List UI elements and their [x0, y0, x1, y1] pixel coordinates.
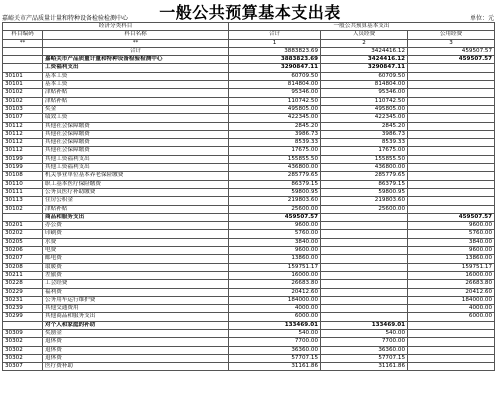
cell-personnel: 25600.00 — [321, 205, 408, 213]
cell-code: 30103 — [3, 105, 43, 113]
cell-personnel: 3986.73 — [321, 130, 408, 138]
cell-public: 6000.00 — [408, 313, 495, 321]
cell-name: 其他工资福利支出 — [43, 155, 229, 163]
table-row — [3, 197, 495, 205]
cell-total: 3290847.11 — [229, 64, 321, 72]
cell-code: 30112 — [3, 147, 43, 155]
cell-total: 13860.00 — [229, 255, 321, 263]
cell-public — [408, 354, 495, 362]
cell-total: 422345.00 — [229, 114, 321, 122]
cell-code: 30228 — [3, 280, 43, 288]
cell-public — [408, 64, 495, 72]
cell-name: 退休费 — [43, 354, 229, 362]
cell-total: 25600.00 — [229, 205, 321, 213]
table-row — [3, 354, 495, 362]
table-row — [3, 130, 495, 138]
cell-personnel: 3424416.12 — [321, 47, 408, 55]
cell-code — [3, 56, 43, 64]
cell-personnel: 8539.33 — [321, 139, 408, 147]
table-row — [3, 255, 495, 263]
table-row — [3, 230, 495, 238]
cell-name: 退休费 — [43, 346, 229, 354]
cell-total: 9600.00 — [229, 247, 321, 255]
cell-public — [408, 338, 495, 346]
cell-public — [408, 97, 495, 105]
table-row — [3, 280, 495, 288]
cell-total: 16000.00 — [229, 271, 321, 279]
cell-name: 嘉峪关市产品质量计量和特种设备检验检测中心 — [43, 56, 229, 64]
table-row — [3, 155, 495, 163]
cell-public: 459507.57 — [408, 56, 495, 64]
cell-total: 86379.15 — [229, 180, 321, 188]
cell-personnel: 17675.00 — [321, 147, 408, 155]
cell-code: 30108 — [3, 172, 43, 180]
cell-public — [408, 329, 495, 337]
cell-public — [408, 147, 495, 155]
cell-public: 26683.80 — [408, 280, 495, 288]
header-col-3: 3 — [408, 39, 495, 47]
cell-name: 奖金 — [43, 105, 229, 113]
cell-name: 住房公积金 — [43, 197, 229, 205]
cell-total: 57707.15 — [229, 354, 321, 362]
cell-code: 30201 — [3, 222, 43, 230]
cell-personnel: 110742.50 — [321, 97, 408, 105]
cell-name: 其他社会保障缴费 — [43, 139, 229, 147]
cell-name: 津贴补贴 — [43, 97, 229, 105]
cell-name: 基本工资 — [43, 72, 229, 80]
cell-code: 30110 — [3, 180, 43, 188]
cell-name: 津贴补贴 — [43, 205, 229, 213]
cell-public: 159751.17 — [408, 263, 495, 271]
cell-total: 436800.00 — [229, 164, 321, 172]
cell-total: 219803.60 — [229, 197, 321, 205]
cell-total: 3986.73 — [229, 130, 321, 138]
cell-name: 医疗费补助 — [43, 363, 229, 371]
table-row — [3, 329, 495, 337]
header-name: 科目名称 — [43, 31, 229, 39]
cell-public — [408, 105, 495, 113]
cell-total: 95346.00 — [229, 89, 321, 97]
cell-personnel: 7700.00 — [321, 338, 408, 346]
header-col-2: 2 — [321, 39, 408, 47]
cell-name: 职工基本医疗保险缴费 — [43, 180, 229, 188]
cell-personnel — [321, 305, 408, 313]
cell-name: 机关事业单位基本养老保险缴费 — [43, 172, 229, 180]
cell-public: 9600.00 — [408, 247, 495, 255]
cell-code: 30208 — [3, 263, 43, 271]
table-row — [3, 305, 495, 313]
cell-name: 邮电费 — [43, 255, 229, 263]
cell-code: 30202 — [3, 230, 43, 238]
cell-code: 30111 — [3, 188, 43, 196]
cell-name: 水费 — [43, 238, 229, 246]
cell-code: 30199 — [3, 155, 43, 163]
cell-name: 公务用车运行维护费 — [43, 296, 229, 304]
table-row — [3, 172, 495, 180]
report-title: 一般公共预算基本支出表 — [159, 3, 341, 22]
cell-personnel: 86379.15 — [321, 180, 408, 188]
cell-personnel: 422345.00 — [321, 114, 408, 122]
cell-total: 8539.33 — [229, 139, 321, 147]
cell-name: 基本工资 — [43, 81, 229, 89]
cell-personnel: 285779.65 — [321, 172, 408, 180]
header-budget-total: 一般公共预算基本支出 — [229, 23, 495, 31]
cell-code: 30307 — [3, 363, 43, 371]
table-row — [3, 188, 495, 196]
cell-total: 3883823.69 — [229, 47, 321, 55]
cell-total: 285779.65 — [229, 172, 321, 180]
cell-personnel — [321, 222, 408, 230]
cell-name: 工资福利支出 — [43, 64, 229, 72]
cell-personnel — [321, 213, 408, 221]
cell-name: 福利费 — [43, 288, 229, 296]
table-row — [3, 288, 495, 296]
cell-public: 13860.00 — [408, 255, 495, 263]
cell-public: 4000.00 — [408, 305, 495, 313]
cell-total: 9600.00 — [229, 222, 321, 230]
cell-name: 其他工资福利支出 — [43, 164, 229, 172]
cell-name: 取暖费 — [43, 263, 229, 271]
cell-public — [408, 188, 495, 196]
cell-public — [408, 197, 495, 205]
cell-name: 电费 — [43, 247, 229, 255]
cell-name: 其他社会保障缴费 — [43, 130, 229, 138]
table-row — [3, 72, 495, 80]
cell-name: 办公费 — [43, 222, 229, 230]
cell-personnel: 436800.00 — [321, 164, 408, 172]
cell-personnel: 95346.00 — [321, 89, 408, 97]
cell-personnel: 60709.50 — [321, 72, 408, 80]
cell-name: 差旅费 — [43, 271, 229, 279]
header-col-1: 1 — [229, 39, 321, 47]
header-star-name: ** — [43, 39, 229, 47]
cell-total: 814804.00 — [229, 81, 321, 89]
cell-personnel — [321, 313, 408, 321]
cell-total: 59800.95 — [229, 188, 321, 196]
cell-code: 30309 — [3, 329, 43, 337]
table-body — [3, 47, 495, 371]
cell-code — [3, 64, 43, 72]
cell-name: 绩效工资 — [43, 114, 229, 122]
cell-code: 30299 — [3, 313, 43, 321]
cell-name: 其他社会保障缴费 — [43, 122, 229, 130]
cell-public: 459507.57 — [408, 47, 495, 55]
cell-personnel: 3424416.12 — [321, 56, 408, 64]
cell-total: 3840.00 — [229, 238, 321, 246]
cell-total: 36360.00 — [229, 346, 321, 354]
cell-public — [408, 89, 495, 97]
unit-label: 单位：元 — [469, 15, 494, 22]
table-row — [3, 47, 495, 55]
table-row — [3, 296, 495, 304]
cell-public — [408, 114, 495, 122]
header-total: 合计 — [229, 31, 321, 39]
cell-public — [408, 363, 495, 371]
cell-name: 其他交通费用 — [43, 305, 229, 313]
cell-code: 30211 — [3, 271, 43, 279]
cell-name: 商品和服务支出 — [43, 213, 229, 221]
cell-code: 30239 — [3, 305, 43, 313]
cell-code: 30199 — [3, 164, 43, 172]
cell-code: 30101 — [3, 81, 43, 89]
cell-code — [3, 213, 43, 221]
cell-code: 30302 — [3, 346, 43, 354]
cell-code — [3, 47, 43, 55]
cell-personnel: 2845.20 — [321, 122, 408, 130]
cell-public: 9600.00 — [408, 222, 495, 230]
cell-name: 其他社会保障缴费 — [43, 147, 229, 155]
cell-public: 5760.00 — [408, 230, 495, 238]
cell-code: 30102 — [3, 205, 43, 213]
cell-personnel: 155855.50 — [321, 155, 408, 163]
cell-personnel: 3290847.11 — [321, 64, 408, 72]
cell-personnel: 814804.00 — [321, 81, 408, 89]
cell-total: 3883823.69 — [229, 56, 321, 64]
table-row — [3, 105, 495, 113]
cell-code: 30112 — [3, 122, 43, 130]
cell-personnel: 36360.00 — [321, 346, 408, 354]
cell-total: 133469.01 — [229, 321, 321, 329]
table-row — [3, 238, 495, 246]
table-row — [3, 147, 495, 155]
cell-public — [408, 172, 495, 180]
cell-name: 津贴补贴 — [43, 89, 229, 97]
cell-personnel: 495805.00 — [321, 105, 408, 113]
cell-public — [408, 155, 495, 163]
cell-total: 60709.50 — [229, 72, 321, 80]
cell-public: 16000.00 — [408, 271, 495, 279]
cell-personnel — [321, 288, 408, 296]
cell-personnel — [321, 255, 408, 263]
cell-code: 30112 — [3, 139, 43, 147]
cell-code: 30302 — [3, 338, 43, 346]
cell-public — [408, 346, 495, 354]
cell-total: 459507.57 — [229, 213, 321, 221]
cell-total: 6000.00 — [229, 313, 321, 321]
table-row — [3, 321, 495, 329]
table-row — [3, 114, 495, 122]
cell-personnel — [321, 296, 408, 304]
cell-personnel — [321, 271, 408, 279]
header-personnel: 人员经费 — [321, 31, 408, 39]
table-row — [3, 213, 495, 221]
cell-total: 26683.80 — [229, 280, 321, 288]
cell-personnel: 59800.95 — [321, 188, 408, 196]
cell-personnel: 57707.15 — [321, 354, 408, 362]
table-row — [3, 139, 495, 147]
cell-personnel — [321, 238, 408, 246]
cell-total: 20412.60 — [229, 288, 321, 296]
table-row — [3, 222, 495, 230]
cell-personnel — [321, 263, 408, 271]
cell-total: 155855.50 — [229, 155, 321, 163]
cell-name: 合计 — [43, 47, 229, 55]
cell-code: 30112 — [3, 130, 43, 138]
cell-total: 7700.00 — [229, 338, 321, 346]
cell-total: 4000.00 — [229, 305, 321, 313]
cell-personnel: 219803.60 — [321, 197, 408, 205]
cell-total: 31161.86 — [229, 363, 321, 371]
cell-public — [408, 164, 495, 172]
cell-code: 30229 — [3, 288, 43, 296]
cell-total: 110742.50 — [229, 97, 321, 105]
budget-table — [2, 22, 495, 371]
table-row — [3, 263, 495, 271]
cell-code: 30207 — [3, 255, 43, 263]
cell-public — [408, 72, 495, 80]
cell-code: 30101 — [3, 72, 43, 80]
organization-name: 嘉峪关市产品质量计量和特种设备检验检测中心 — [2, 15, 129, 22]
cell-personnel: 31161.86 — [321, 363, 408, 371]
cell-code: 30102 — [3, 97, 43, 105]
table-row — [3, 97, 495, 105]
cell-code: 30113 — [3, 197, 43, 205]
cell-code: 30231 — [3, 296, 43, 304]
table-row — [3, 122, 495, 130]
cell-personnel — [321, 280, 408, 288]
table-row — [3, 164, 495, 172]
cell-personnel — [321, 230, 408, 238]
cell-name: 奖励金 — [43, 329, 229, 337]
table-row — [3, 313, 495, 321]
cell-total: 540.00 — [229, 329, 321, 337]
cell-code: 30205 — [3, 238, 43, 246]
cell-public: 184000.00 — [408, 296, 495, 304]
cell-total: 5760.00 — [229, 230, 321, 238]
cell-name: 工会经费 — [43, 280, 229, 288]
table-row — [3, 205, 495, 213]
cell-code: 30302 — [3, 354, 43, 362]
table-row — [3, 247, 495, 255]
table-row — [3, 338, 495, 346]
header-code: 科目编码 — [3, 31, 43, 39]
cell-personnel: 540.00 — [321, 329, 408, 337]
cell-name: 印刷费 — [43, 230, 229, 238]
cell-total: 184000.00 — [229, 296, 321, 304]
header-public: 公用经费 — [408, 31, 495, 39]
cell-public: 459507.57 — [408, 213, 495, 221]
table-row — [3, 346, 495, 354]
cell-name: 退休费 — [43, 338, 229, 346]
cell-public — [408, 205, 495, 213]
header-star-code: ** — [3, 39, 43, 47]
table-row — [3, 363, 495, 371]
cell-name: 公务员医疗补助缴费 — [43, 188, 229, 196]
cell-code: 30107 — [3, 114, 43, 122]
cell-public — [408, 180, 495, 188]
table-row — [3, 271, 495, 279]
cell-public — [408, 81, 495, 89]
cell-code — [3, 321, 43, 329]
cell-code: 30102 — [3, 89, 43, 97]
cell-public: 20412.60 — [408, 288, 495, 296]
cell-total: 495805.00 — [229, 105, 321, 113]
cell-public — [408, 139, 495, 147]
table-row — [3, 81, 495, 89]
cell-name: 其他商品和服务支出 — [43, 313, 229, 321]
cell-name: 对个人和家庭的补助 — [43, 321, 229, 329]
header-economic-class: 经济分类科目 — [3, 23, 229, 31]
cell-personnel: 133469.01 — [321, 321, 408, 329]
table-row — [3, 56, 495, 64]
cell-public — [408, 321, 495, 329]
table-row — [3, 64, 495, 72]
cell-total: 159751.17 — [229, 263, 321, 271]
cell-total: 2845.20 — [229, 122, 321, 130]
cell-code: 30206 — [3, 247, 43, 255]
cell-public — [408, 122, 495, 130]
table-row — [3, 89, 495, 97]
cell-personnel — [321, 247, 408, 255]
cell-total: 17675.00 — [229, 147, 321, 155]
table-row — [3, 180, 495, 188]
cell-public — [408, 130, 495, 138]
cell-public: 3840.00 — [408, 238, 495, 246]
